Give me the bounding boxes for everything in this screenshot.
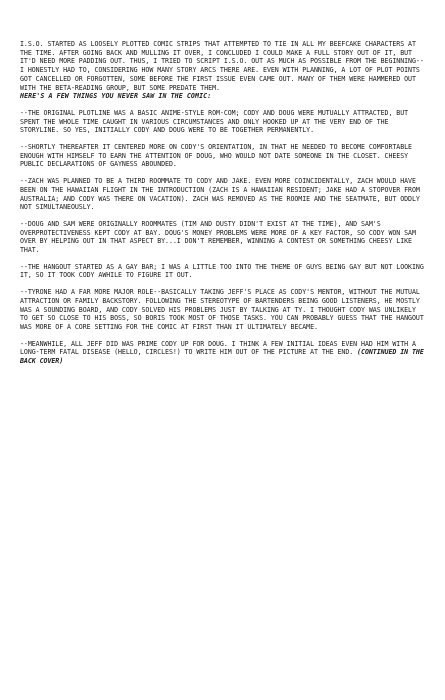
continued-note: (CONTINUED IN THE BACK COVER) bbox=[20, 348, 424, 366]
paragraph-jeff-text: --MEANWHILE, ALL JEFF DID WAS PRIME CODY UP FOR DOUG. I THINK A FEW INITIAL IDEAS EVEN HAD HIM WITH A LONG-TERM FATAL DISEASE (HELLO, CIRCLES!) TO WRITE HIM OUT OF THE PICTURE AT THE END. bbox=[20, 339, 416, 357]
paragraph-original-plotline: --THE ORIGINAL PLOTLINE WAS A BASIC ANIME-STYLE ROM-COM; CODY AND DOUG WERE MUTUALLY ATTRACTED, BUT SPENT THE WHOLE TIME CAUGHT IN VARIOUS CIRCUMSTANCES AND ONLY HOOKED UP AT THE VERY END OF THE STORYLINE. SO YES, INITIALLY CODY AND DOUG WERE TO BE TOGETHER PERMANENTLY. bbox=[20, 108, 409, 135]
paragraph-tyrone: --TYRONE HAD A FAR MORE MAJOR ROLE--BASICALLY TAKING JEFF'S PLACE AS CODY'S MENTOR, WITHOUT THE MUTUAL ATTRACTION OR FAMILY BACKSTORY. FOLLOWING THE STEREOTYPE OF BARTENDERS BEING GOOD LISTENERS, HE MOSTLY WAS A SOUNDING BOARD, AND CODY SOLVED HIS PROBLEMS JUST BY TALKING AT TY. I THOUGHT CODY WAS UNLIKELY TO GET SO CLOSE TO HIS BOSS, SO BORIS TOOK MOST OF THOSE TASKS. YOU CAN PROBABLY GUESS THAT THE HANGOUT WAS MORE OF A CORE SETTING FOR THE COMIC AT FIRST THAN IT ULTIMATELY BECAME. bbox=[20, 288, 424, 331]
section-heading: HERE'S A FEW THINGS YOU NEVER SAW IN THE COMIC: bbox=[20, 92, 212, 101]
paragraph-orientation: --SHORTLY THEREAFTER IT CENTERED MORE ON CODY'S ORIENTATION, IN THAT HE NEEDED TO BECOME COMFORTABLE ENOUGH WITH HIMSELF TO EARN THE ATTENTION OF DOUG, WHO WOULD NOT DATE SOMEONE IN THE CLOSET. CHEESY PUBLIC DECLARATIONS OF GAYNESS ABOUNDED. bbox=[20, 143, 412, 169]
text-page bbox=[20, 40, 425, 374]
paragraph-zach: --ZACH WAS PLANNED TO BE A THIRD ROOMMATE TO CODY AND JAKE. EVEN MORE COINCIDENTALLY, ZACH WOULD HAVE BEEN ON THE HAWAIIAN FLIGHT IN THE INTRODUCTION (ZACH IS A HAWAIIAN RESIDENT; JAKE HAD A STOPOVER FROM AUSTRALIA; AND CODY WAS THERE ON VACATION). ZACH WAS REMOVED AS THE ROOMIE AND THE SEATMATE, BUT ODDLY NOT SIMULTANEOUSLY. bbox=[20, 177, 420, 212]
paragraph-doug-and-sam: --DOUG AND SAM WERE ORIGINALLY ROOMMATES (TIM AND DUSTY DIDN'T EXIST AT THE TIME), AND SAM'S OVERPROTECTIVENESS KEPT CODY AT BAY. DOUG'S MONEY PROBLEMS WERE MORE OF A KEY FACTOR, SO CODY WON SAM OVER BY HELPING OUT IN THAT ASPECT BY...I DON'T REMEMBER, WINNING A CONTEST OR SOMETHING CHEESY LIKE THAT. bbox=[20, 219, 416, 255]
paragraph-hangout: --THE HANGOUT STARTED AS A GAY BAR; I WAS A LITTLE TOO INTO THE THEME OF GUYS BEING GAY BUT NOT LOOKING IT, SO IT TOOK CODY AWHILE TO FIGURE IT OUT. bbox=[20, 262, 424, 280]
intro-paragraph: I.S.O. STARTED AS LOOSELY PLOTTED COMIC STRIPS THAT ATTEMPTED TO TIE IN ALL MY BEEFCAKE CHARACTERS AT THE TIME. AFTER GOING BACK AND MULLING IT OVER, I CONCLUDED I COULD MAKE A FULL STORY OUT OF IT, BUT IT'D NEED MORE PADDING OUT. THUS, I TRIED TO SCRIPT I.S.O. OUT AS MUCH AS POSSIBLE FROM THE BEGINNING--I HONESTLY HAD TO, CONSIDERING HOW MANY STORY ARCS THERE ARE. EVEN WITH PLANNING, A LOT OF PLOT POINTS GOT CANCELLED OR FORGOTTEN, SOME BEFORE THE FIRST ISSUE EVEN CAME OUT. MANY OF THEM WERE HAMMERED OUT WITH THE BETA-READING GROUP, BUT SOME PREDATE THEM. bbox=[20, 40, 424, 92]
paragraph-jeff bbox=[20, 340, 425, 366]
